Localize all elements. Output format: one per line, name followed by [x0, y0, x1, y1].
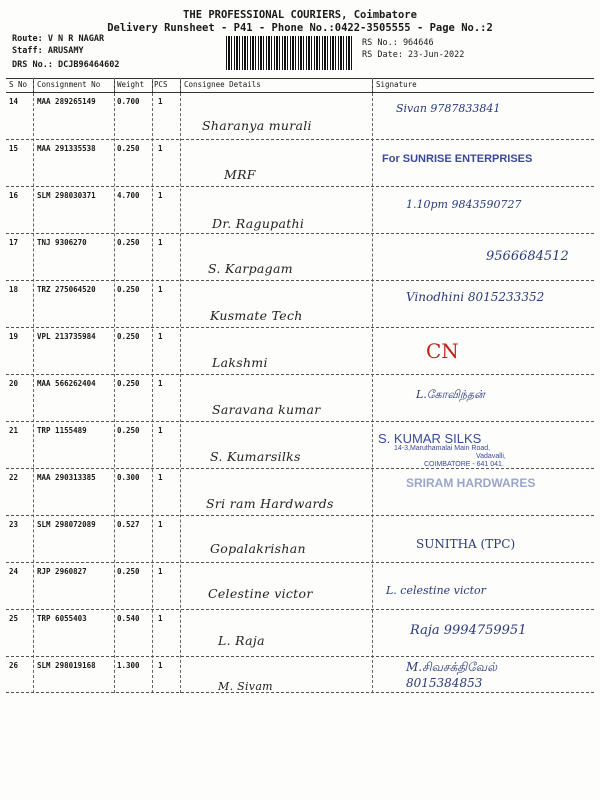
- cell-value: 14: [9, 97, 19, 106]
- divider: [6, 139, 594, 140]
- cell-value: 0.250: [117, 285, 140, 294]
- cell-value: 0.527: [117, 520, 140, 529]
- col-consignment-header: Consignment No: [37, 80, 101, 89]
- cell-value: SLM 298019168: [37, 661, 96, 670]
- cell-value: 0.250: [117, 332, 140, 341]
- signature: SUNITHA (TPC): [416, 537, 516, 551]
- cell-value: 1: [158, 661, 163, 670]
- cell-value: RJP 2960827: [37, 567, 87, 576]
- table-row: [6, 188, 594, 234]
- table-row: [6, 235, 594, 281]
- cell-value: 25: [9, 614, 19, 623]
- col-signature-header: Signature: [376, 80, 417, 89]
- table-row: [6, 564, 594, 610]
- cell-value: 15: [9, 144, 19, 153]
- signature: L. celestine victor: [386, 584, 486, 597]
- divider: [6, 374, 594, 375]
- cell-value: 24: [9, 567, 19, 576]
- rs-date: RS Date: 23-Jun-2022: [362, 50, 465, 60]
- cell-value: 0.250: [117, 426, 140, 435]
- cell-value: SLM 298072089: [37, 520, 96, 529]
- cell-value: 0.300: [117, 473, 140, 482]
- divider: [6, 468, 594, 469]
- divider: [6, 692, 594, 693]
- col-consignee-header: Consignee Details: [184, 80, 261, 89]
- cell-value: 21: [9, 426, 19, 435]
- divider: [6, 92, 594, 93]
- consignee-name: Kusmate Tech: [210, 308, 303, 323]
- divider: [6, 609, 594, 610]
- cell-value: 1: [158, 379, 163, 388]
- cell-value: 17: [9, 238, 19, 247]
- table-row: [6, 517, 594, 563]
- cell-value: 0.250: [117, 567, 140, 576]
- cell-value: 0.250: [117, 238, 140, 247]
- table-row: [6, 141, 594, 187]
- cell-value: 1: [158, 332, 163, 341]
- table-row: [6, 658, 594, 693]
- divider: [6, 78, 594, 79]
- divider: [6, 327, 594, 328]
- drs-label: DRS No.: DCJB96464602: [12, 60, 120, 70]
- stamp-address-line: Vadavalli,: [476, 453, 506, 460]
- staff-label: Staff: ARUSAMY: [12, 46, 84, 56]
- cell-value: 22: [9, 473, 19, 482]
- cell-value: 1: [158, 191, 163, 200]
- consignee-name: S. Karpagam: [208, 261, 293, 276]
- cell-value: 1: [158, 238, 163, 247]
- cell-value: TRP 6055403: [37, 614, 87, 623]
- cell-value: 1.300: [117, 661, 140, 670]
- route-label: Route: V N R NAGAR: [12, 34, 105, 44]
- consignee-name: Lakshmi: [212, 355, 268, 370]
- cell-value: MAA 291335538: [37, 144, 96, 153]
- cell-value: 0.250: [117, 379, 140, 388]
- signature: 9566684512: [486, 249, 569, 264]
- divider: [6, 280, 594, 281]
- table-row: [6, 329, 594, 375]
- consignee-name: S. Kumarsilks: [210, 449, 301, 464]
- company-stamp: SRIRAM HARDWARES: [406, 476, 536, 490]
- signature: Raja 9994759951: [410, 623, 527, 638]
- divider: [6, 656, 594, 657]
- table-row: [6, 94, 594, 140]
- cell-value: 23: [9, 520, 19, 529]
- signature: 1.10pm 9843590727: [406, 198, 522, 211]
- consignee-name: Gopalakrishan: [210, 541, 306, 556]
- divider: [6, 515, 594, 516]
- signature: CN: [426, 339, 459, 363]
- cell-value: 4.700: [117, 191, 140, 200]
- stamp-address-line: 14-3,Maruthamalai Main Road,: [394, 445, 491, 452]
- divider: [6, 233, 594, 234]
- company-stamp: For SUNRISE ENTERPRISES: [382, 153, 533, 165]
- cell-value: 20: [9, 379, 19, 388]
- cell-value: TRZ 275064520: [37, 285, 96, 294]
- table-row: [6, 376, 594, 422]
- signature: L.கோவிந்தன்: [416, 388, 485, 401]
- cell-value: 18: [9, 285, 19, 294]
- consignee-name: Celestine victor: [208, 586, 313, 601]
- consignee-name: M. Sivam: [218, 680, 273, 693]
- cell-value: 0.700: [117, 97, 140, 106]
- table-row: [6, 611, 594, 657]
- cell-value: VPL 213735984: [37, 332, 96, 341]
- cell-value: 1: [158, 285, 163, 294]
- signature: Vinodhini 8015233352: [406, 290, 545, 304]
- divider: [6, 186, 594, 187]
- cell-value: SLM 298030371: [37, 191, 96, 200]
- cell-value: 16: [9, 191, 19, 200]
- cell-value: MAA 290313385: [37, 473, 96, 482]
- signature: Sivan 9787833841: [396, 102, 501, 115]
- cell-value: 1: [158, 520, 163, 529]
- runsheet-subtitle: Delivery Runsheet - P41 - Phone No.:0422-3505555 - Page No.:2: [107, 22, 493, 34]
- table-row: [6, 282, 594, 328]
- col-weight-header: Weight: [117, 80, 145, 89]
- cell-value: MAA 289265149: [37, 97, 96, 106]
- consignee-name: Dr. Ragupathi: [212, 216, 305, 231]
- report-title: THE PROFESSIONAL COURIERS, Coimbatore: [183, 9, 417, 21]
- runsheet-table: [6, 78, 594, 693]
- table-row: [6, 470, 594, 516]
- cell-value: MAA 566262404: [37, 379, 96, 388]
- consignee-name: Saravana kumar: [212, 402, 321, 417]
- cell-value: 1: [158, 97, 163, 106]
- col-sno-header: S No: [9, 80, 28, 89]
- cell-value: 1: [158, 567, 163, 576]
- company-stamp: S. KUMAR SILKS: [378, 431, 482, 446]
- barcode: [226, 36, 354, 70]
- divider: [6, 562, 594, 563]
- cell-value: 26: [9, 661, 19, 670]
- consignee-name: L. Raja: [218, 633, 265, 648]
- divider: [6, 421, 594, 422]
- stamp-address-line: COIMBATORE - 641 041.: [424, 461, 504, 468]
- cell-value: TRP 1155489: [37, 426, 87, 435]
- cell-value: 1: [158, 426, 163, 435]
- consignee-name: Sri ram Hardwards: [206, 496, 334, 511]
- consignee-name: MRF: [224, 167, 256, 182]
- cell-value: TNJ 9306270: [37, 238, 87, 247]
- consignee-name: Sharanya murali: [202, 118, 312, 133]
- cell-value: 0.250: [117, 144, 140, 153]
- cell-value: 1: [158, 473, 163, 482]
- cell-value: 1: [158, 614, 163, 623]
- table-row: [6, 423, 594, 469]
- signature: M.சிவசக்திவேல் 8015384853: [406, 660, 498, 690]
- cell-value: 19: [9, 332, 19, 341]
- rs-number: RS No.: 964646: [362, 38, 434, 48]
- cell-value: 1: [158, 144, 163, 153]
- col-pcs-header: PCS: [154, 80, 168, 89]
- cell-value: 0.540: [117, 614, 140, 623]
